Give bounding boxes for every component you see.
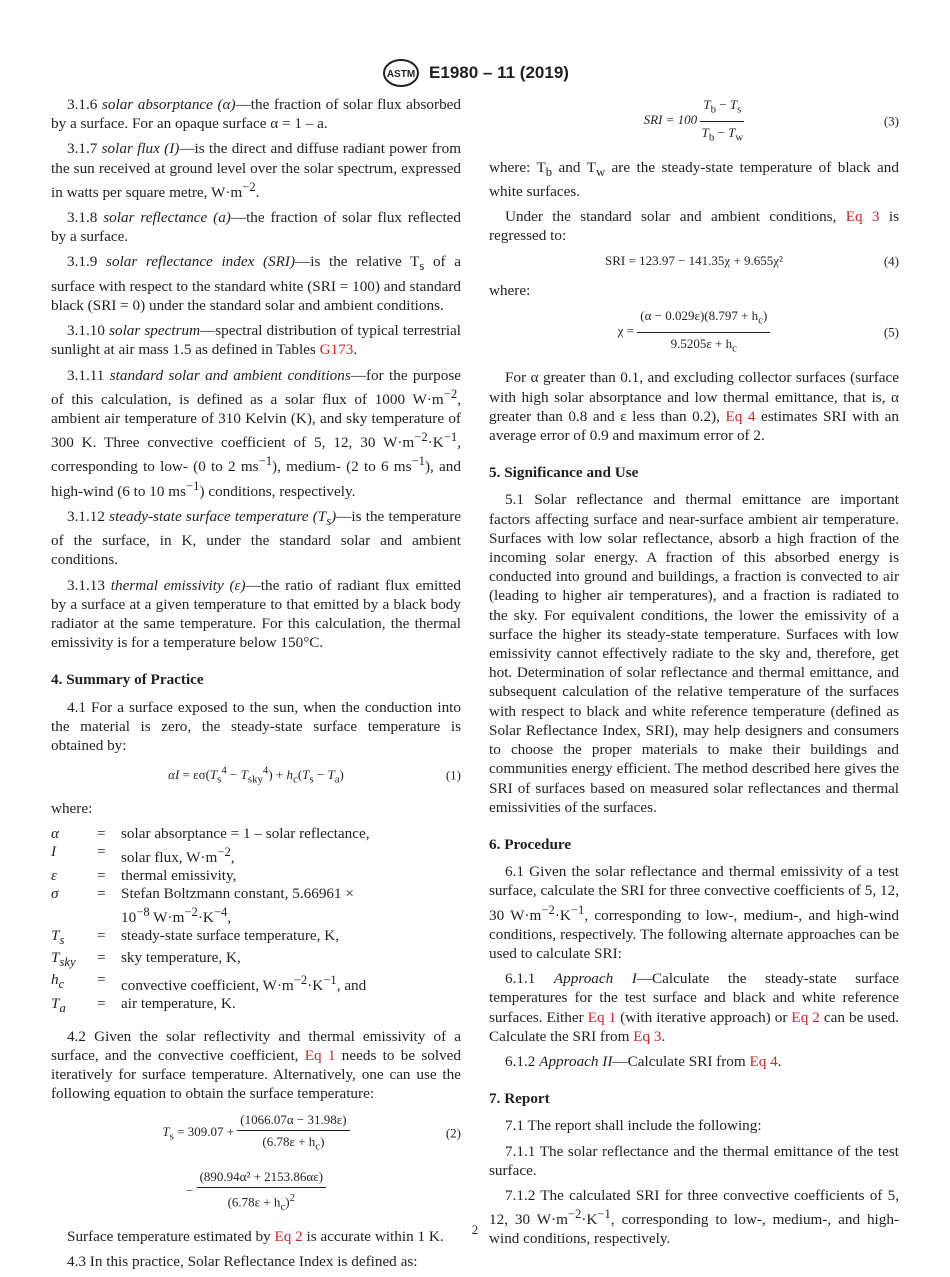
equation-4: SRI = 123.97 − 141.35χ + 9.655χ² (4)	[605, 253, 899, 269]
var-row: $T_s$ = steady-state surface temperature, K,	[51, 926, 340, 947]
designation: E1980 – 11 (2019)	[429, 63, 569, 82]
para-4-1: 4.1 For a surface exposed to the sun, when the conduction into the material is zero, the steady-state surface temperature is obtained by:	[51, 698, 461, 755]
para-4-2: 4.2 Given the solar reflectivity and thermal emissivity of a surface, and the convective coefficient, Eq 1 needs to be solved iteratively for surface temperature. Alternatively, one can use the following equation to obtain the surface temperature:	[51, 1027, 461, 1103]
section-7-heading: 7. Report	[489, 1090, 550, 1108]
para-3-1-8: 3.1.8 solar reflectance (a)—the fraction of solar flux reflected by a surface.	[51, 209, 462, 246]
where-3: where: $T_b$ and $T_w$ are the steady-state temperature of black and white surfaces.	[489, 158, 899, 200]
para-6-1-1: 6.1.1 Approach I—Calculate the steady-state surface temperatures for the test surface and black and white reference surfaces. Either Eq 1 (with iterative approach) or Eq 2 can be used. Calculate the SRI from Eq 3.	[489, 970, 900, 1045]
var-row: $T_{sky}$ = sky temperature, K,	[51, 948, 241, 969]
para-4-3: 4.3 In this practice, Solar Reflectance Index is defined as:	[67, 1253, 418, 1271]
link-eq1[interactable]: Eq 1	[304, 1047, 336, 1065]
equation-3: SRI = 100 $\frac{T_b - T_s}{T_b - T_w}$ (3)	[643, 97, 899, 144]
var-row: α = solar absorptance = 1 – solar reflectance,	[51, 824, 370, 842]
equation-2-cont: − $\frac{\text{(890.94α² + 2153.86αε)}}{(6.78\varepsilon + h_c)^2}$	[51, 1167, 461, 1217]
link-eq2[interactable]: Eq 2	[791, 1008, 820, 1026]
page-number: 2	[471, 1222, 479, 1237]
para-3-1-7: 3.1.7 solar flux (I)—is the direct and diffuse radiant power from the sun received at ground level over the solar spectrum, expressed in watts per square metre, $W\cdot m^{-2}$.	[51, 140, 462, 201]
left-column	[51, 95, 461, 1277]
link-eq3[interactable]: Eq 3	[845, 208, 880, 226]
equation-1: $\alpha I = \varepsilon\sigma(T_s^4 - T_{sky}^4) + h_c(T_s - T_a)$ (1)	[168, 764, 461, 786]
para-standard-conditions: Under the standard solar and ambient conditions, Eq 3 is regressed to:	[489, 208, 899, 245]
var-row: ε = thermal emissivity,	[51, 866, 237, 884]
para-6-1-2: 6.1.2 Approach II—Calculate SRI from Eq 4.	[505, 1053, 782, 1070]
para-5-1: 5.1 Solar reflectance and thermal emittance are important factors affecting surface and near-surface ambient air temperature. Surfaces with low solar reflectance, absorb a high fraction of the incoming solar energy. A fraction of this absorbed energy is conducted into ground and buildings, a fraction is convected to air (leading to higher air temperatures), and a fraction is radiated to the sky. For equivalent conditions, the lower the emissivity of a surface the higher its steady-state temperature. Surfaces with low emissivity cannot effectively radiate to the sky and, therefore, get hot. Determination of solar reflectance and thermal emittance, and subsequent calculation of the relative temperature of the surfaces with respect to black and white reference temperature (defined as Solar Reflectance Index, SRI), may help designers and consumers to choose the proper materials to make their buildings and communities energy efficient. The method described here gives the SRI of surfaces based on measured solar reflectances and thermal emissivities of the surfaces.	[489, 491, 899, 816]
svg-text:ASTM: ASTM	[386, 69, 416, 80]
para-3-1-12: 3.1.12 steady-state surface temperature $(T_s)—is$ the temperature of the surface, in K, under the standard solar and ambient conditions.	[51, 508, 461, 569]
para-3-1-6: 3.1.6 solar absorptance (α)—the fraction of solar flux absorbed by a surface. For an opaque surface α = 1 – a.	[51, 96, 462, 133]
astm-logo-icon	[381, 58, 421, 88]
link-eq2[interactable]: Eq 2	[274, 1228, 303, 1246]
para-4-2-b: Surface temperature estimated by Eq 2 is accurate within 1 K.	[67, 1228, 444, 1246]
page-header	[0, 58, 950, 88]
link-eq3[interactable]: Eq 3	[633, 1027, 662, 1045]
para-7-1-2: 7.1.2 The calculated SRI for three convective coefficients of 5, 12, 30 $W\cdot m^{-2}\cdot K^{-1}$, corresponding to low-, medium-, and high-wind conditions, respectively.	[489, 1187, 899, 1248]
section-6-heading: 6. Procedure	[489, 835, 572, 853]
para-6-1: 6.1 Given the solar reflectance and thermal emissivity of a test surface, calculate the SRI for three convective coefficients of 5, 12, 30 $W\cdot m^{-2}\cdot K^{-1}$, corresponding to low-, medium-, and high-wind conditions, respectively. The following alternate approaches can be used to calculate SRI:	[489, 863, 899, 962]
where-label: where:	[51, 800, 93, 818]
var-row: $h_c$ = convective coefficient, $W\cdot m^{-2}\cdot K^{-1}$, and	[51, 970, 367, 994]
section-5-heading: 5. Significance and Use	[489, 464, 639, 482]
para-3-1-10: 3.1.10 solar spectrum—spectral distribution of typical terrestrial sunlight at air mass 1.5 as defined in Tables G173.	[51, 322, 462, 359]
link-eq4[interactable]: Eq 4	[725, 407, 756, 425]
right-column	[489, 95, 899, 1255]
equation-5: χ = $\frac{(\alpha - 0.029\varepsilon)(8.797 + h_c)}{9.5205\varepsilon + h_c}$ (5)	[617, 307, 899, 355]
where-4: where:	[489, 281, 531, 299]
para-3-1-13: 3.1.13 thermal emissivity (ε)—the ratio of radiant flux emitted by a surface at a given temperature to that emitted by a black body radiator at the same temperature. For this calculation, the thermal emissivity is for a temperature below 150°C.	[51, 576, 461, 652]
para-3-1-11: 3.1.11 standard solar and ambient conditions—for the purpose of this calculation, is defined as a solar flux of 1000 $W\cdot m^{-2}$, ambient air temperature of 310 Kelvin (K), and sky temperature of 300 K. Three convective coefficient of 5, 12, 30 $W\cdot m^{-2}\cdot K^{-1}$, corresponding to low- (0 to 2 $ms^{-1}$), medium- (2 to 6 $ms^{-1}$), and high-wind (6 to 10 $ms^{-1}$) conditions, respectively.	[51, 366, 461, 500]
var-row: $T_a$ = air temperature, K.	[51, 994, 236, 1015]
equation-2: $T_s = 309.07$ + $\frac{(1066.07\alpha - 31.98\varepsilon)}{(6.78\varepsilon + h_c)}$ (2)	[162, 1111, 461, 1153]
variable-list	[51, 825, 370, 1017]
var-row: I = solar flux, $W\cdot m^{-2}$,	[51, 842, 235, 866]
para-3-1-9: 3.1.9 solar reflectance index (SRI)—is the relative $T_s$ of a surface with respect to the standard white (SRI = 100) and standard black (SRI = 0) under the standard solar and ambient conditions.	[51, 253, 461, 314]
para-alpha: For α greater than 0.1, and excluding collector surfaces (surface with high solar absorptance and low thermal emittance, that is, α greater than 0.8 and ε less than 0.2), Eq 4 estimates SRI with an average error of 0.9 and maximum error of 2.	[489, 369, 899, 445]
link-eq1[interactable]: Eq 1	[587, 1008, 617, 1026]
var-row: σ = Stefan Boltzmann constant, 5.66961 × $10^{-8}$ $W\cdot m^{-2}\cdot K^{-4}$,	[51, 884, 354, 926]
para-7-1: 7.1 The report shall include the following:	[505, 1117, 762, 1135]
link-g173[interactable]: G173	[319, 341, 354, 359]
para-7-1-1: 7.1.1 The solar reflectance and the thermal emittance of the test surface.	[489, 1142, 899, 1179]
section-4-heading: 4. Summary of Practice	[51, 671, 204, 689]
link-eq4[interactable]: Eq 4	[749, 1053, 778, 1070]
